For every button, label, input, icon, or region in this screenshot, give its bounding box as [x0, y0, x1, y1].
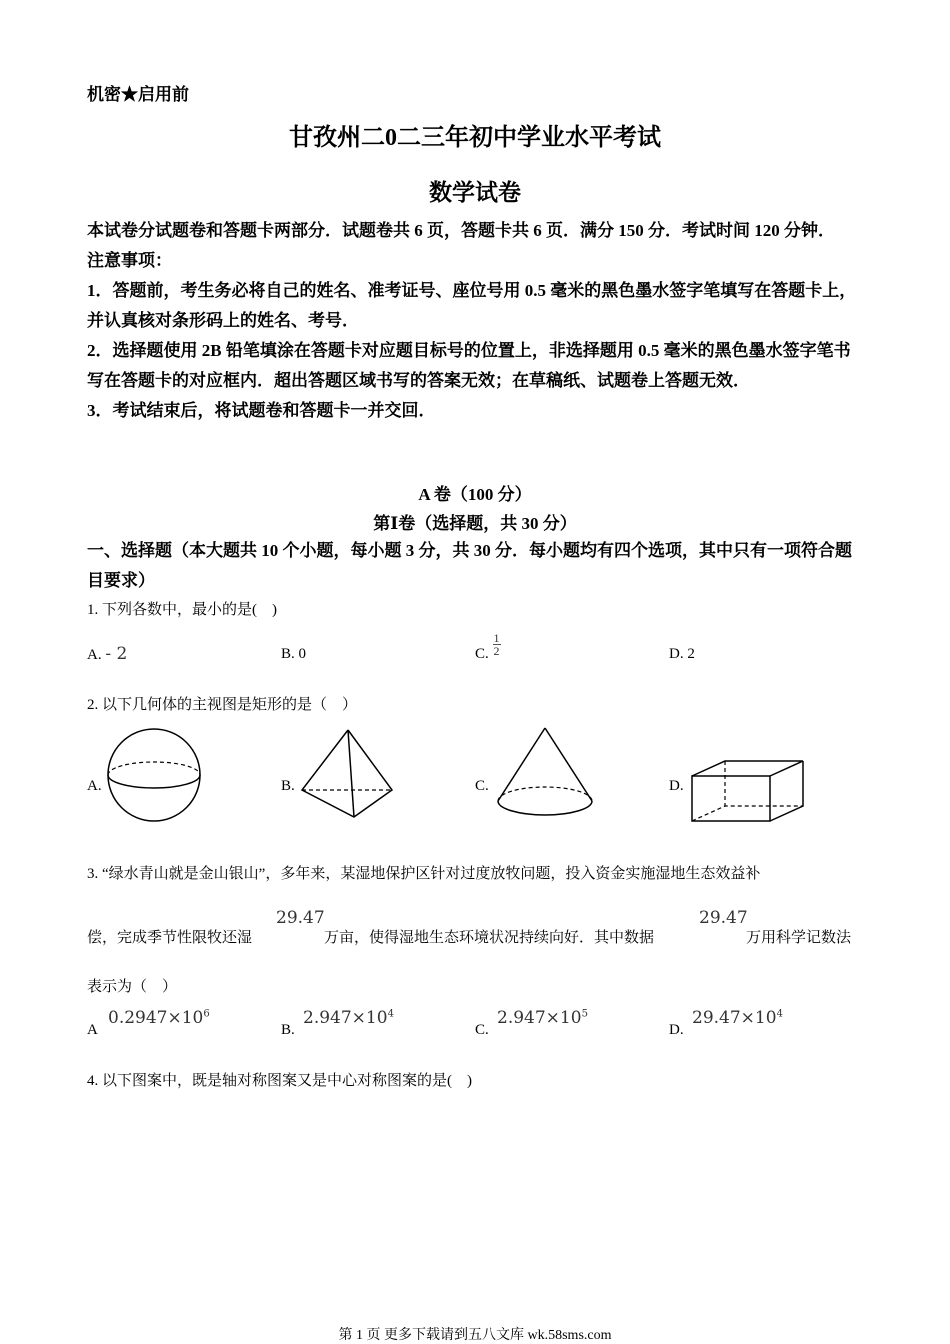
option-label: C.	[475, 645, 489, 662]
q1-option-d	[669, 646, 695, 663]
times-ten: ×10	[167, 1008, 204, 1028]
q2-option-d-label: D.	[669, 778, 684, 794]
q2-option-c-label: C.	[475, 778, 489, 794]
secret-mark: 机密★启用前	[87, 85, 189, 104]
question-2-stem: 2. 以下几何体的主视图是矩形的是（ ）	[87, 697, 358, 713]
instructions	[87, 216, 865, 426]
fraction	[493, 632, 501, 657]
q2-option-b-label: B.	[281, 778, 295, 794]
question-4-stem: 4. 以下图案中，既是轴对称图案又是中心对称图案的是( )	[87, 1073, 472, 1089]
option-value: - 2	[105, 644, 128, 664]
q3-option-d-label: D.	[669, 1022, 684, 1038]
option-label: B.	[281, 646, 295, 662]
q1-option-b	[281, 646, 306, 663]
mantissa: 2.947	[497, 1008, 546, 1028]
fraction-denominator: 2	[493, 644, 500, 658]
option-label: D.	[669, 646, 684, 662]
q3-option-c-value	[497, 1008, 588, 1028]
exponent: 6	[203, 1008, 210, 1020]
exponent: 5	[581, 1008, 588, 1020]
q2-option-a-label: A.	[87, 778, 102, 794]
note-item: 2．选择题使用 2B 铅笔填涂在答题卡对应题目标号的位置上，非选择题用 0.5 毫米的黑色墨水签字笔书写在答题卡的对应框内．超出答题区域书写的答案无效；在草稿纸、试题卷上答题无效．	[87, 341, 851, 390]
question-3-stem-line1: 3. “绿水青山就是金山银山”，多年来，某湿地保护区针对过度放牧问题，投入资金实施湿地生态效益补	[87, 866, 761, 882]
section-a-volume: A 卷（100 分）	[418, 485, 532, 504]
times-ten: ×10	[545, 1008, 582, 1028]
notes-heading: 注意事项：	[87, 251, 172, 270]
exponent: 4	[776, 1008, 783, 1020]
q3-option-a-label: A	[87, 1022, 98, 1038]
cuboid-figure	[690, 758, 806, 824]
question-3-stem-line2b: 万亩，使得湿地生态环境状况持续向好．其中数据	[324, 930, 655, 946]
question-1-stem: 1. 下列各数中，最小的是( )	[87, 602, 277, 618]
option-value: 2	[687, 646, 695, 662]
mantissa: 2.947	[303, 1008, 352, 1028]
cone-figure	[495, 726, 595, 826]
q3-option-c-label: C.	[475, 1022, 489, 1038]
question-3-stem-line2a: 偿，完成季节性限牧还湿	[87, 930, 253, 946]
option-value: 0	[298, 646, 307, 662]
question-3-stem-line3: 表示为（ ）	[87, 979, 178, 995]
times-ten: ×10	[740, 1008, 777, 1028]
pyramid-figure	[300, 728, 395, 820]
mantissa: 29.47	[692, 1008, 741, 1028]
section-volume-one: 第Ⅰ卷（选择题，共 30 分）	[373, 514, 577, 533]
page-footer: 第 1 页 更多下载请到五八文库 wk.58sms.com	[338, 1328, 612, 1343]
part-one-heading: 一、选择题（本大题共 10 个小题，每小题 3 分，共 30 分．每小题均有四个选项，其中只有一项符合题目要求）	[87, 541, 852, 590]
option-label: A.	[87, 647, 102, 663]
q3-option-b-label: B.	[281, 1022, 295, 1038]
question-3-stem-line2c: 万用科学记数法	[746, 930, 852, 946]
exponent: 4	[387, 1008, 394, 1020]
q3-number-2: 29.47	[699, 908, 748, 928]
q3-number-1: 29.47	[276, 908, 325, 928]
fraction-numerator: 1	[493, 631, 500, 645]
exam-subtitle: 数学试卷	[429, 180, 521, 205]
q1-option-c	[475, 631, 501, 662]
note-item: 1．答题前，考生务必将自己的姓名、准考证号、座位号用 0.5 毫米的黑色墨水签字笔填写在答题卡上，并认真核对条形码上的姓名、考号．	[87, 281, 857, 330]
mantissa: 0.2947	[108, 1008, 168, 1028]
note-item: 3．考试结束后，将试题卷和答题卡一并交回．	[87, 401, 436, 420]
exam-title: 甘孜州二0二三年初中学业水平考试	[289, 125, 661, 151]
q3-option-a-value	[108, 1008, 210, 1028]
sphere-figure	[105, 728, 205, 824]
q3-option-d-value	[692, 1008, 783, 1028]
times-ten: ×10	[351, 1008, 388, 1028]
q3-option-b-value	[303, 1008, 394, 1028]
intro-line: 本试卷分试题卷和答题卡两部分．试题卷共 6 页，答题卡共 6 页．满分 150 分．考试时间 120 分钟．	[87, 221, 835, 240]
q1-option-a	[87, 644, 127, 664]
